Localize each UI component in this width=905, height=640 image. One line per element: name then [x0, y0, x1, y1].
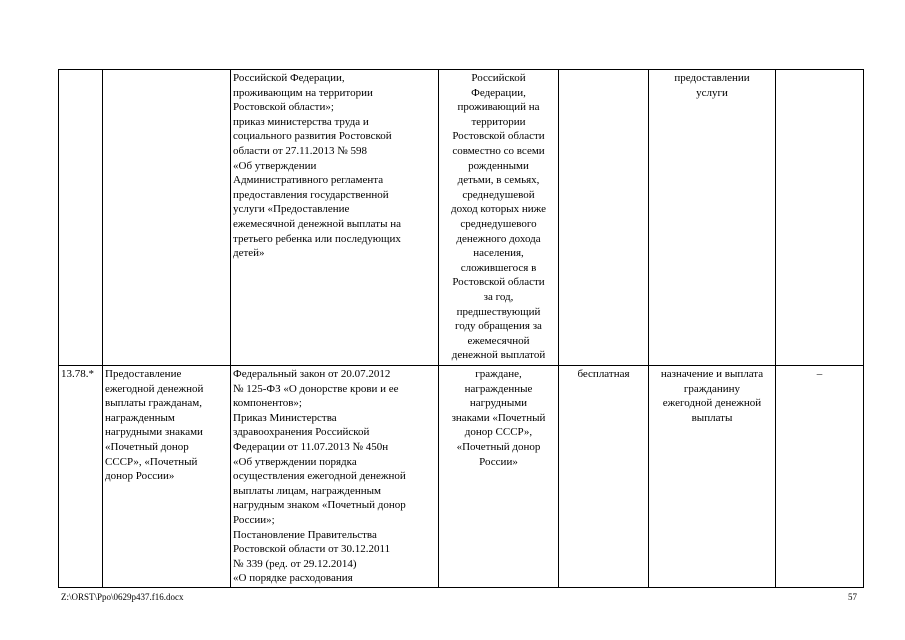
cell-text-line: совместно со всеми	[452, 144, 545, 157]
cell-text-line: доход которых ниже	[451, 203, 546, 216]
cell-text-line: выплаты лицам, награжденным	[233, 484, 381, 497]
cell-text-line: проживающий на	[457, 101, 540, 114]
cell-text-line: территории	[471, 115, 526, 128]
legal-basis-cell	[231, 70, 439, 366]
cell-text-line: области от 27.11.2013 № 598	[233, 144, 368, 157]
payment-cell	[559, 70, 649, 366]
cell-text-line: знаками «Почетный	[451, 411, 546, 424]
cell-text-line: Ростовской области от 30.12.2011	[233, 543, 391, 556]
cell-text-line: Ростовской области»;	[233, 101, 334, 114]
cell-text-line: выплаты гражданам,	[105, 397, 202, 410]
cell-text-line: Федерации от 11.07.2013 № 450н	[233, 440, 389, 453]
cell-text-line: ежемесячной	[467, 334, 530, 347]
cell-text-line: проживающим на территории	[233, 86, 373, 99]
cell-text-line: осуществления ежегодной денежной	[233, 470, 406, 483]
cell-text-line: за год,	[483, 290, 514, 303]
file-path: Z:\ORST\Ppo\0629p437.f16.docx	[61, 592, 184, 602]
cell-text-line: ежегодной денежной	[105, 382, 204, 395]
cell-text-line: детьми, в семьях,	[457, 174, 540, 187]
services-table	[58, 69, 864, 588]
cell-text-line: предшествующий	[456, 305, 541, 318]
recipients-cell	[439, 70, 559, 366]
cell-text-line: № 339 (ред. от 29.12.2014)	[233, 557, 357, 570]
cell-text-line: детей»	[233, 247, 265, 260]
cell-text-line: награжденным	[105, 411, 175, 424]
cell-text-line: компонентов»;	[233, 397, 302, 410]
cell-text-line: награжденные	[464, 382, 533, 395]
legal-basis-cell	[231, 366, 439, 588]
cell-text-line: сложившегося в	[460, 261, 537, 274]
cell-text-line: Предоставление	[105, 368, 182, 380]
cell-text-line: России»;	[233, 513, 275, 526]
result-cell	[649, 366, 776, 588]
cell-text-line: России»	[479, 455, 518, 468]
cell-text-line: «Об утверждении порядка	[233, 455, 357, 468]
cell-text-line: Российской Федерации,	[233, 72, 345, 84]
cell-text-line: услуги «Предоставление	[233, 203, 350, 216]
result-cell	[649, 70, 776, 366]
note-cell	[776, 70, 864, 366]
cell-text-line: Российской	[471, 72, 526, 84]
note-cell: –	[776, 366, 864, 588]
service-name-cell	[103, 70, 231, 366]
cell-text-line: Федеральный закон от 20.07.2012	[233, 368, 391, 380]
cell-text-line: граждане,	[475, 368, 522, 380]
cell-text-line: году обращения за	[455, 320, 542, 333]
cell-text-line: предоставления государственной	[233, 188, 389, 201]
service-name-cell	[103, 366, 231, 588]
cell-text-line: донор России»	[105, 470, 175, 483]
cell-text-line: Приказ Министерства	[233, 411, 337, 424]
cell-text-line: нагрудными знаками	[105, 426, 203, 439]
cell-text-line: Ростовской области	[452, 276, 545, 289]
cell-text-line: выплаты	[691, 411, 733, 424]
payment-cell: бесплатная	[559, 366, 649, 588]
cell-text-line: социального развития Ростовской	[233, 130, 392, 143]
row-number-cell	[59, 70, 103, 366]
cell-text-line: среднедушевой	[462, 188, 535, 201]
recipients-cell	[439, 366, 559, 588]
cell-text-line: среднедушевого	[460, 217, 537, 230]
cell-text-line: назначение и выплата	[660, 368, 764, 380]
row-number-cell: 13.78.*	[59, 366, 103, 588]
cell-text-line: ежегодной денежной	[662, 397, 762, 410]
cell-text-line: Постановление Правительства	[233, 528, 377, 541]
cell-text-line: ежемесячной денежной выплаты на	[233, 217, 401, 230]
cell-text-line: «Почетный донор	[105, 440, 189, 453]
table-row	[59, 366, 864, 588]
page-number: 57	[848, 592, 857, 602]
cell-text-line: нагрудным знаком «Почетный донор	[233, 499, 406, 512]
cell-text-line: «Почетный донор	[456, 440, 541, 453]
cell-text-line: «Об утверждении	[233, 159, 317, 172]
cell-text-line: СССР», «Почетный	[105, 455, 198, 468]
cell-text-line: денежного дохода	[456, 232, 541, 245]
table-row	[59, 70, 864, 366]
cell-text-line: гражданину	[683, 382, 741, 395]
cell-text-line: Административного регламента	[233, 174, 384, 187]
cell-text-line: населения,	[473, 247, 524, 260]
cell-text-line: услуги	[696, 86, 728, 99]
cell-text-line: третьего ребенка или последующих	[233, 232, 401, 245]
cell-text-line: Ростовской области	[452, 130, 545, 143]
cell-text-line: нагрудными	[469, 397, 528, 410]
cell-text-line: приказ министерства труда и	[233, 115, 369, 128]
cell-text-line: Федерации,	[471, 86, 526, 99]
cell-text-line: предоставлении	[674, 72, 750, 84]
cell-text-line: здравоохранения Российской	[233, 426, 370, 439]
cell-text-line: донор СССР»,	[464, 426, 533, 439]
cell-text-line: рожденными	[468, 159, 529, 172]
cell-text-line: денежной выплатой	[451, 349, 546, 362]
cell-text-line: «О порядке расходования	[233, 572, 353, 585]
cell-text-line: № 125-ФЗ «О донорстве крови и ее	[233, 382, 399, 395]
